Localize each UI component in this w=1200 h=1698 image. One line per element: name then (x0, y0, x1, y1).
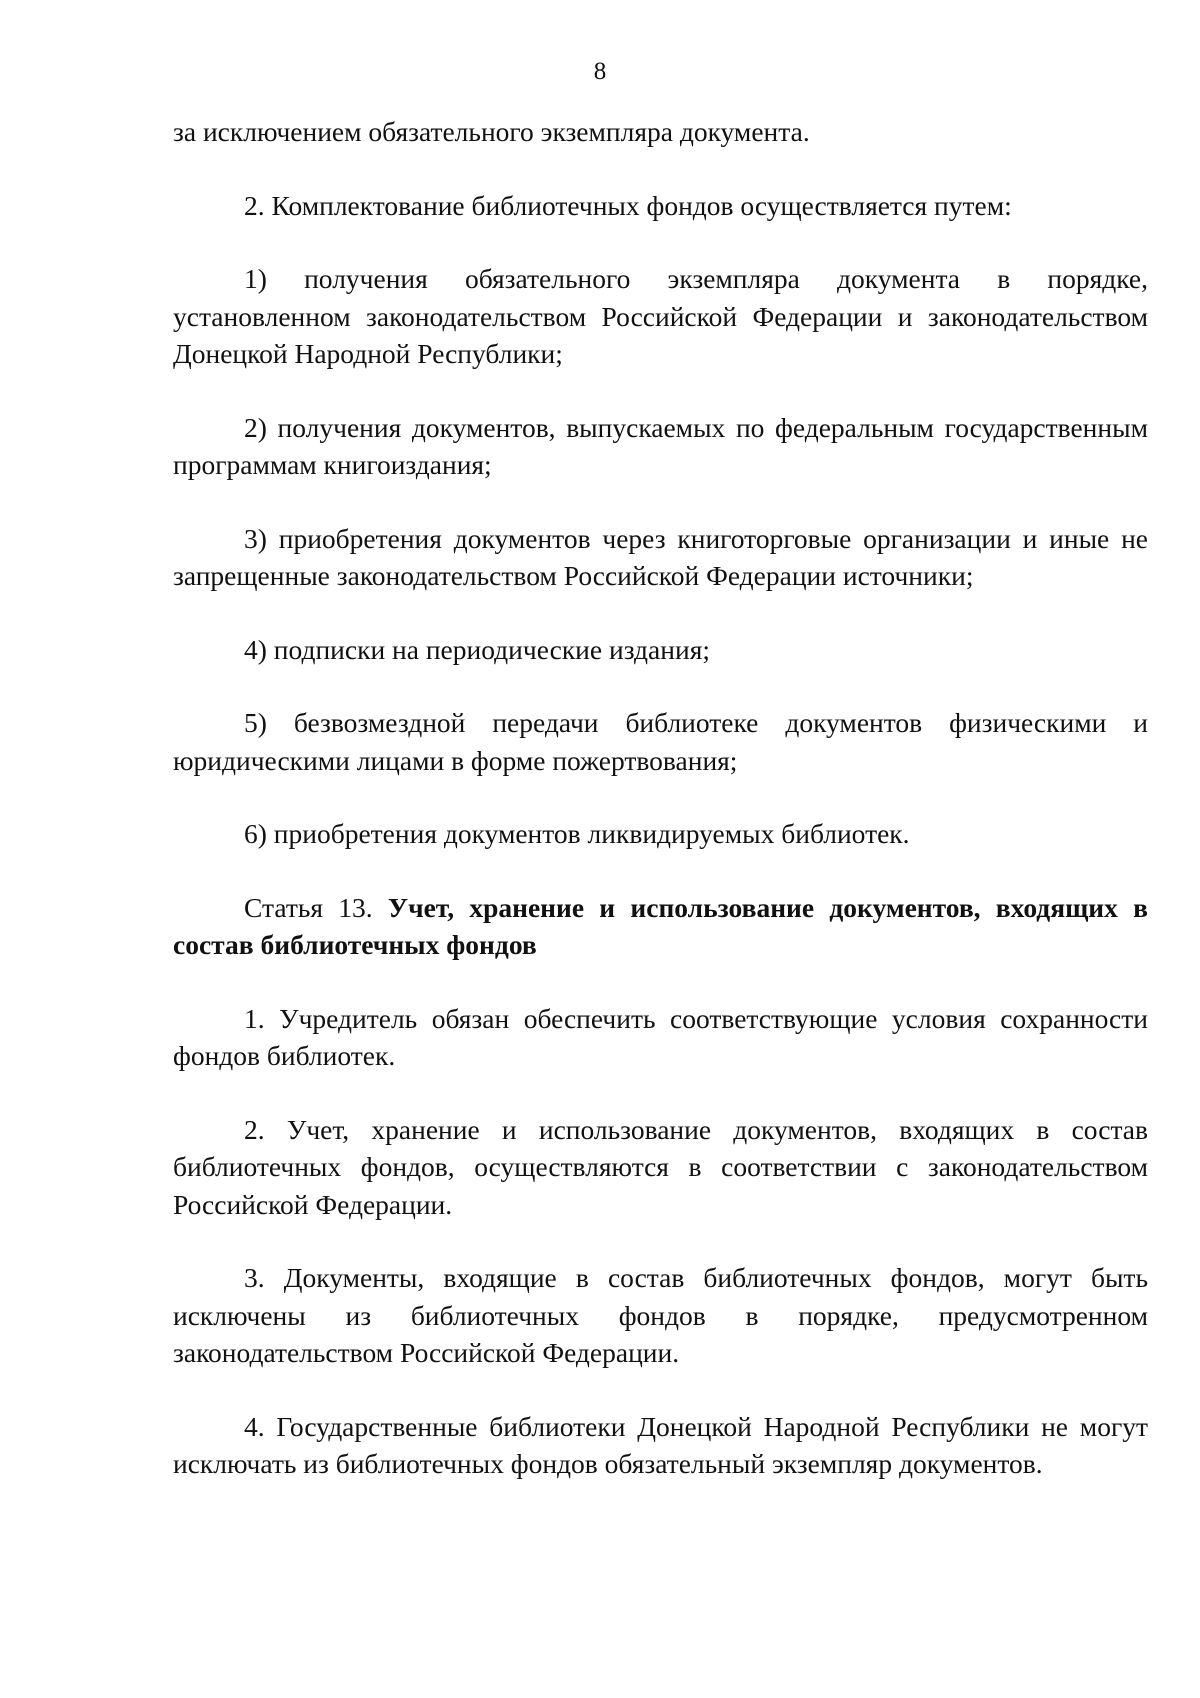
paragraph-continuation: за исключением обязательного экземпляра документа. (173, 116, 810, 147)
article-paragraph-1: 1. Учредитель обязан обеспечить соответствующие условия сохранности фондов библиотек. (173, 1002, 1148, 1071)
paragraph-acquisition-intro: 2. Комплектование библиотечных фондов осуществляется путем: (244, 189, 1012, 221)
article-title: Учет, хранение и использование документов, входящих в состав библиотечных фондов (173, 891, 1148, 960)
article-heading (173, 889, 1148, 964)
list-item-6: 6) приобретения документов ликвидируемых библиотек. (244, 818, 910, 849)
article-paragraph-4: 4. Государственные библиотеки Донецкой Народной Республики не могут исключать из библиотечных фондов обязательный экземпляр документов. (173, 1410, 1148, 1479)
list-item-2: 2) получения документов, выпускаемых по федеральным государственным программам книгоиздания; (173, 411, 1148, 480)
article-paragraph-2: 2. Учет, хранение и использование документов, входящих в состав библиотечных фондов, осуществляются в соответствии с законодательством Российской Федерации. (173, 1113, 1148, 1220)
page-number: 8 (593, 58, 607, 85)
list-item-5: 5) безвозмездной передачи библиотеке документов физическими и юридическими лицами в форме пожертвования; (173, 707, 1148, 776)
list-item-3: 3) приобретения документов через книготорговые организации и иные не запрещенные законодательством Российской Федерации источники; (173, 522, 1148, 591)
article-label: Статья 13. (244, 891, 373, 923)
list-item-4: 4) подписки на периодические издания; (244, 633, 710, 665)
document-body (173, 113, 1148, 1519)
list-item-1: 1) получения обязательного экземпляра документа в порядке, установленном законодательством Российской Федерации и законодательством Донецкой Народной Республики; (173, 263, 1148, 369)
article-paragraph-3: 3. Документы, входящие в состав библиотечных фондов, могут быть исключены из библиотечных фондов в порядке, предусмотренном законодательством Российской Федерации. (173, 1262, 1148, 1368)
